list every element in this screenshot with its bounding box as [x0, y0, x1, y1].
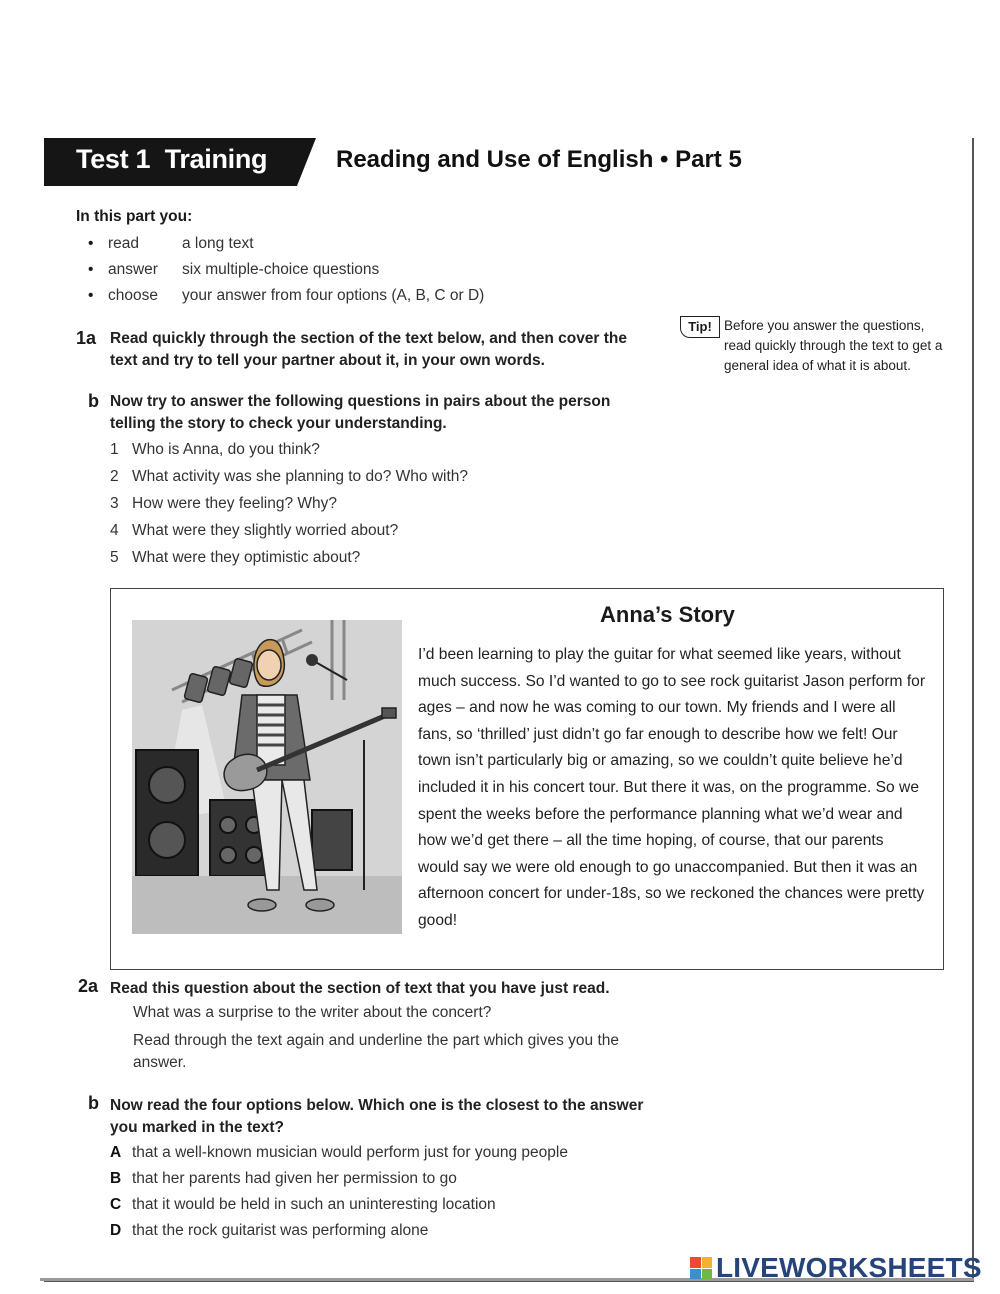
- bullet-icon: •: [88, 287, 94, 304]
- answer-option-d: [110, 1222, 428, 1240]
- item-text: What were they optimistic about?: [132, 549, 361, 566]
- story-title: Anna’s Story: [600, 602, 735, 627]
- section-title: Reading and Use of English • Part 5: [336, 146, 742, 173]
- bullet-verb: choose: [108, 287, 158, 304]
- list-item: [110, 549, 360, 567]
- option-text: that her parents had given her permission to go: [132, 1170, 457, 1187]
- list-item: [110, 495, 337, 513]
- option-letter: D: [110, 1222, 122, 1239]
- list-item: [110, 468, 468, 486]
- item-text: What were they slightly worried about?: [132, 522, 399, 539]
- liveworksheets-wordmark: LIVEWORKSHEETS: [716, 1252, 982, 1283]
- answer-option-b: [110, 1170, 457, 1188]
- bullet-desc: a long text: [182, 235, 254, 252]
- liveworksheets-logo: [690, 1252, 982, 1284]
- guitarist-illustration: [132, 620, 402, 934]
- item-number: 5: [110, 549, 119, 566]
- item-number: 2: [110, 468, 119, 485]
- option-text: that a well-known musician would perform just for young people: [132, 1144, 568, 1161]
- question-1b-text: Now try to answer the following questions in pairs about the person telling the story to check your understanding.: [110, 393, 611, 432]
- intro-bullet: [88, 261, 379, 279]
- item-number: 3: [110, 495, 119, 512]
- option-letter: A: [110, 1144, 122, 1161]
- bullet-icon: •: [88, 261, 94, 278]
- bullet-verb: read: [108, 235, 140, 252]
- liveworksheets-mark-icon: [690, 1257, 712, 1279]
- answer-option-a: [110, 1144, 568, 1162]
- bullet-icon: •: [88, 235, 94, 252]
- bullet-desc: six multiple-choice questions: [182, 261, 380, 278]
- test-training-title: Test 1 Training: [76, 144, 268, 174]
- tip-text: Before you answer the questions, read quickly through the text to get a general idea of what it is about.: [724, 318, 943, 373]
- question-number: b: [88, 1093, 99, 1113]
- item-text: Who is Anna, do you think?: [132, 441, 320, 458]
- intro-title: In this part you:: [76, 208, 193, 225]
- item-text: What activity was she planning to do? Who with?: [132, 468, 469, 485]
- question-number: 1a: [76, 328, 97, 348]
- bullet-verb: answer: [108, 261, 158, 278]
- list-item: [110, 441, 320, 459]
- story-text: I’d been learning to play the guitar for what seemed like years, without much success. So I’d wanted to go to see rock guitarist Jason perform for ages – and now he was coming to our town. My friends and I were all fans, so ‘thrilled’ just didn’t go far enough to describe how we felt! Our town isn’t particularly big or amazing, so we couldn’t quite believe he’d included it in his concert tour. But there it was, on the programme. So we spent the weeks before the performance planning what we’d wear and how we’d get there – all the time hoping, of course, that our parents would say we were old enough to go unaccompanied. But then it was an afternoon concert for under-18s, so we reckoned the chances were pretty good!: [418, 646, 926, 929]
- item-number: 4: [110, 522, 119, 539]
- question-1a-text: Read quickly through the section of the text below, and then cover the text and try to tell your partner about it, in your own words.: [110, 330, 628, 369]
- tip-label: Tip!: [680, 316, 720, 338]
- question-number: 2a: [78, 976, 99, 996]
- option-text: that it would be held in such an uninteresting location: [132, 1196, 496, 1213]
- item-text: How were they feeling? Why?: [132, 495, 338, 512]
- option-text: that the rock guitarist was performing alone: [132, 1222, 429, 1239]
- question-2b-text: Now read the four options below. Which one is the closest to the answer you marked in the text?: [110, 1097, 644, 1136]
- intro-bullet: [88, 235, 254, 253]
- question-number: b: [88, 391, 99, 411]
- option-letter: B: [110, 1170, 122, 1187]
- item-number: 1: [110, 441, 119, 458]
- option-letter: C: [110, 1196, 122, 1213]
- answer-option-c: [110, 1196, 496, 1214]
- question-2a-prompt: What was a surprise to the writer about the concert?: [133, 1004, 492, 1021]
- intro-bullet: [88, 287, 484, 305]
- bullet-desc: your answer from four options (A, B, C or D): [182, 287, 485, 304]
- question-2a-instruction: Read through the text again and underline the part which gives you the answer.: [133, 1032, 619, 1071]
- question-2a-text: Read this question about the section of text that you have just read.: [110, 980, 610, 997]
- list-item: [110, 522, 398, 540]
